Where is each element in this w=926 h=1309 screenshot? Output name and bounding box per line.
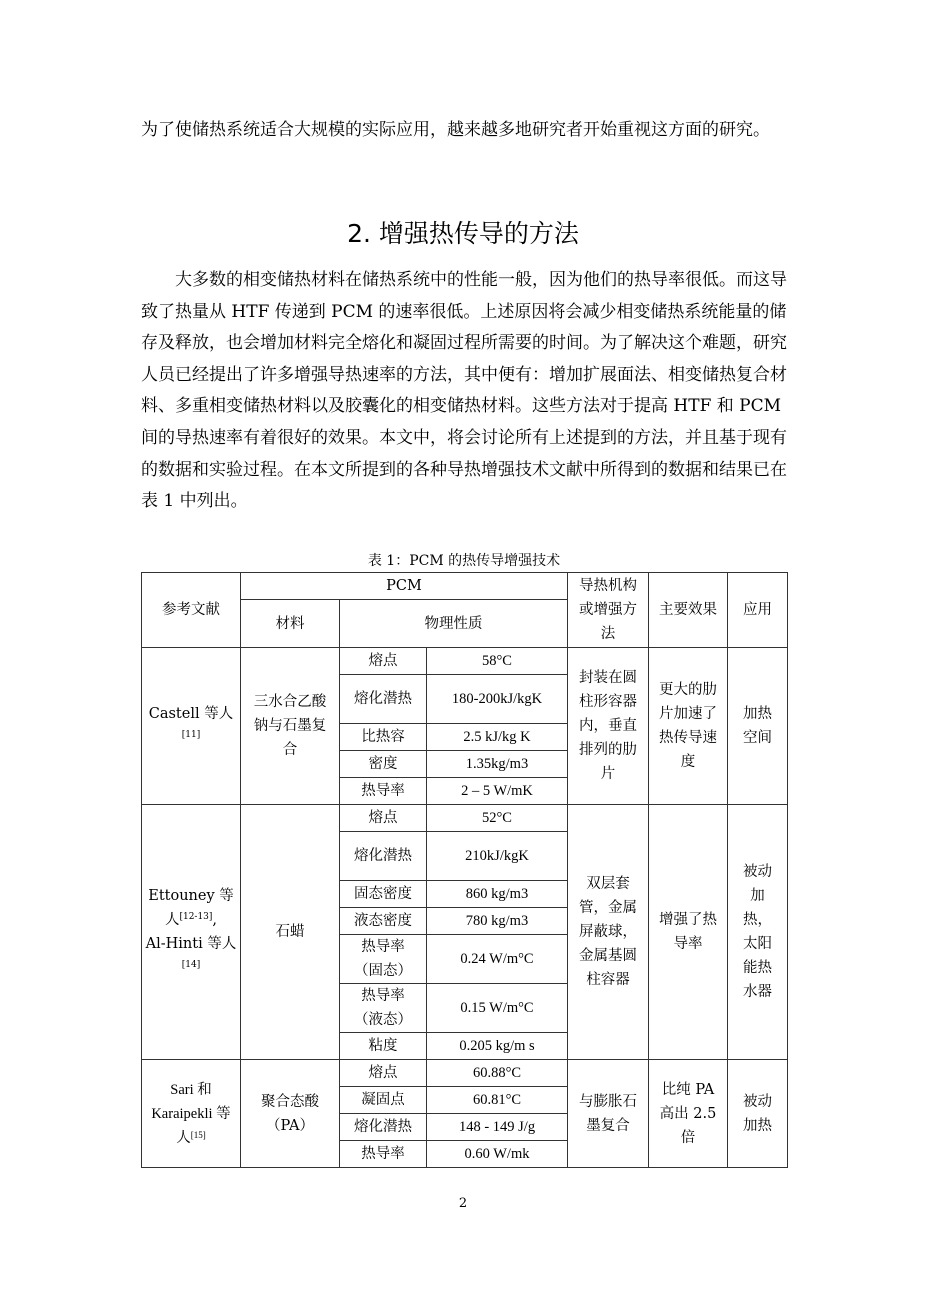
property-value: 60.88°C	[427, 1060, 568, 1087]
table-row	[142, 805, 788, 832]
header-mechanism: 导热机构或增强方法	[568, 573, 649, 648]
application-cell: 被动加热，太阳能热水器	[728, 805, 788, 1060]
table-row	[142, 648, 788, 675]
property-value: 0.205 kg/m s	[427, 1033, 568, 1060]
header-row-1	[142, 573, 788, 600]
header-properties: 物理性质	[340, 600, 568, 648]
mechanism-cell: 与膨胀石墨复合	[568, 1060, 649, 1168]
property-value: 58°C	[427, 648, 568, 675]
header-application: 应用	[728, 573, 788, 648]
property-name: 熔点	[340, 805, 427, 832]
material-cell: 三水合乙酸钠与石墨复合	[241, 648, 340, 805]
property-name: 热导率（液态）	[340, 984, 427, 1033]
page-number: 2	[458, 1196, 468, 1211]
header-pcm: PCM	[241, 573, 568, 600]
property-value: 52°C	[427, 805, 568, 832]
property-name: 熔点	[340, 1060, 427, 1087]
reference-text: Al-Hinti 等人	[145, 936, 237, 952]
property-value: 2 – 5 W/mK	[427, 778, 568, 805]
property-value: 0.60 W/mk	[427, 1141, 568, 1168]
property-name: 熔点	[340, 648, 427, 675]
mechanism-cell: 封装在圆柱形容器内，垂直排列的肋片	[568, 648, 649, 805]
reference-sup: [12-13]	[179, 912, 213, 922]
reference-text: Ettouney 等人	[148, 888, 234, 928]
property-name: 固态密度	[340, 881, 427, 908]
property-value: 0.15 W/m°C	[427, 984, 568, 1033]
property-value: 0.24 W/m°C	[427, 935, 568, 984]
header-effect: 主要效果	[649, 573, 728, 648]
property-name: 粘度	[340, 1033, 427, 1060]
paragraph-2: 大多数的相变储热材料在储热系统中的性能一般，因为他们的热导率很低。而这导致了热量从 HTF 传递到 PCM 的速率很低。上述原因将会减少相变储热系统能量的储存及释放，也会增加材料完全熔化和凝固过程所需要的时间。为了解决这个难题，研究人员已经提出了许多增强导热速率的方法，其中便有：增加扩展面法、相变储热复合材料、多重相变储热材料以及胶囊化的相变储热材料。这些方法对于提高 HTF 和 PCM 间的导热速率有着很好的效果。本文中，将会讨论所有上述提到的方法，并且基于现有的数据和实验过程。在本文所提到的各种导热增强技术文献中所得到的数据和结果已在表 1 中列出。	[141, 270, 787, 512]
property-name: 密度	[340, 751, 427, 778]
property-value: 860 kg/m3	[427, 881, 568, 908]
property-name: 比热容	[340, 724, 427, 751]
property-value: 180-200kJ/kgK	[427, 675, 568, 724]
property-value: 148 - 149 J/g	[427, 1114, 568, 1141]
property-value: 210kJ/kgK	[427, 832, 568, 881]
table-row	[142, 1060, 788, 1087]
effect-cell: 增强了热导率	[649, 805, 728, 1060]
property-name: 热导率	[340, 778, 427, 805]
property-value: 60.81°C	[427, 1087, 568, 1114]
property-value: 780 kg/m3	[427, 908, 568, 935]
header-reference: 参考文献	[142, 573, 241, 648]
reference-cell: Ettouney 等人[12-13], Al-Hinti 等人[14]	[142, 805, 241, 1060]
property-name: 液态密度	[340, 908, 427, 935]
property-value: 2.5 kJ/kg K	[427, 724, 568, 751]
paragraph-1: 为了使储热系统适合大规模的实际应用，越来越多地研究者开始重视这方面的研究。	[141, 120, 770, 140]
reference-sup: [11]	[181, 730, 201, 740]
section-heading: 2. 增强热传导的方法	[347, 219, 579, 248]
table-caption: 表 1：PCM 的热传导增强技术	[367, 553, 561, 569]
reference-sup: [15]	[190, 1129, 206, 1140]
enhancement-table	[141, 572, 788, 1168]
material-cell: 聚合态酸（PA）	[241, 1060, 340, 1168]
reference-cell	[142, 648, 241, 805]
header-material: 材料	[241, 600, 340, 648]
application-cell: 加热空间	[728, 648, 788, 805]
mechanism-cell: 双层套管，金属屏蔽球，金属基圆柱容器	[568, 805, 649, 1060]
property-name: 熔化潜热	[340, 832, 427, 881]
property-name: 凝固点	[340, 1087, 427, 1114]
property-name: 热导率（固态）	[340, 935, 427, 984]
property-name: 熔化潜热	[340, 1114, 427, 1141]
reference-text: Sari 和 Karaipekli 等人	[151, 1081, 231, 1146]
application-cell: 被动加热	[728, 1060, 788, 1168]
effect-cell: 更大的肋片加速了热传导速度	[649, 648, 728, 805]
reference-cell	[142, 1060, 241, 1168]
material-cell: 石蜡	[241, 805, 340, 1060]
property-name: 热导率	[340, 1141, 427, 1168]
reference-text: Castell 等人	[148, 706, 234, 722]
effect-cell: 比纯 PA 高出 2.5 倍	[649, 1060, 728, 1168]
property-value: 1.35kg/m3	[427, 751, 568, 778]
reference-sup: [14]	[181, 960, 201, 970]
property-name: 熔化潜热	[340, 675, 427, 724]
